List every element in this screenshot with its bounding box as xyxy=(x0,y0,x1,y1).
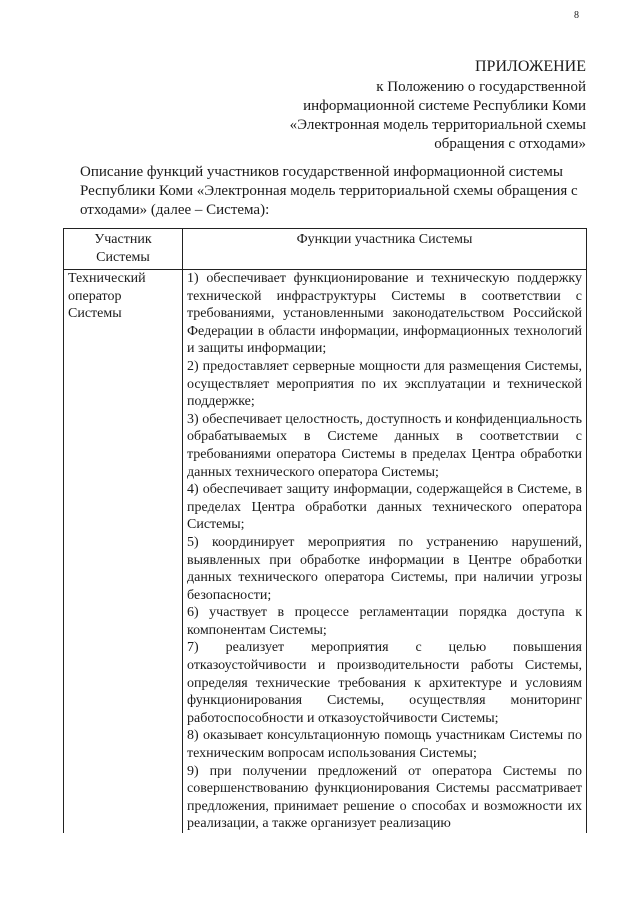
page-number: 8 xyxy=(574,10,579,21)
functions-column-header: Функции участника Системы xyxy=(183,229,587,270)
function-item: 2) предоставляет серверные мощности для размещения Системы, осуществляет мероприятия по их эксплуатации и технической поддержке; xyxy=(187,358,582,410)
intro-text: Описание функций участников государственной информационной системы Республики Коми «Электронная модель территориальной схемы обращения с отходами» (далее – Система): xyxy=(80,164,578,218)
function-item: 4) обеспечивает защиту информации, содержащейся в Системе, в пределах Центра обработки данных технического оператора Системы; xyxy=(187,482,582,533)
functions-table xyxy=(63,228,587,833)
appendix-line: к Положению о государственной xyxy=(376,79,586,95)
appendix-title: ПРИЛОЖЕНИЕ xyxy=(474,58,586,75)
function-item: 8) оказывает консультационную помощь участникам Системы по техническим вопросам использования Системы; xyxy=(187,728,582,762)
function-item: 7) реализует мероприятия с целью повышения отказоустойчивости и производительности работы Системы, определяя технические требования к архитектуре и условиям функционирования Системы, осуществляя мониторинг работоспособности и отказоустойчивости Системы; xyxy=(187,640,582,726)
function-item: 3) обеспечивает целостность, доступность и конфиденциальность обрабатываемых в Системе данных в соответствии с требованиями оператора Системы в пределах Центра обработки данных технического оператора Системы; xyxy=(187,411,582,480)
table-header-row xyxy=(64,229,587,270)
participant-cell: Технический оператор Системы xyxy=(64,270,183,834)
function-item: 9) при получении предложений от оператора Системы по совершенствованию функционирования Системы рассматривает предложения, принимает решение о способах и возможности их реализации, а также организует реализацию xyxy=(187,763,582,832)
functions-cell xyxy=(183,270,587,834)
appendix-header xyxy=(290,56,586,154)
appendix-line: информационной системе Республики Коми xyxy=(303,98,586,114)
participant-column-header: Участник Системы xyxy=(64,229,183,270)
function-item: 1) обеспечивает функционирование и техническую поддержку технической инфраструктуры Системы в соответствии с требованиями, установленными законодательством Российской Федерации в области информации, информационных технологий и защиты информации; xyxy=(187,271,582,357)
appendix-line: «Электронная модель территориальной схемы xyxy=(289,117,586,133)
function-item: 6) участвует в процессе регламентации порядка доступа к компонентам Системы; xyxy=(187,605,582,638)
intro-paragraph xyxy=(80,163,580,220)
table-row xyxy=(64,270,587,834)
appendix-line: обращения с отходами» xyxy=(434,136,586,152)
function-item: 5) координирует мероприятия по устранению нарушений, выявленных при обработке информации в Центре обработки данных технического оператора Системы, при наличии угрозы безопасности; xyxy=(187,534,582,603)
